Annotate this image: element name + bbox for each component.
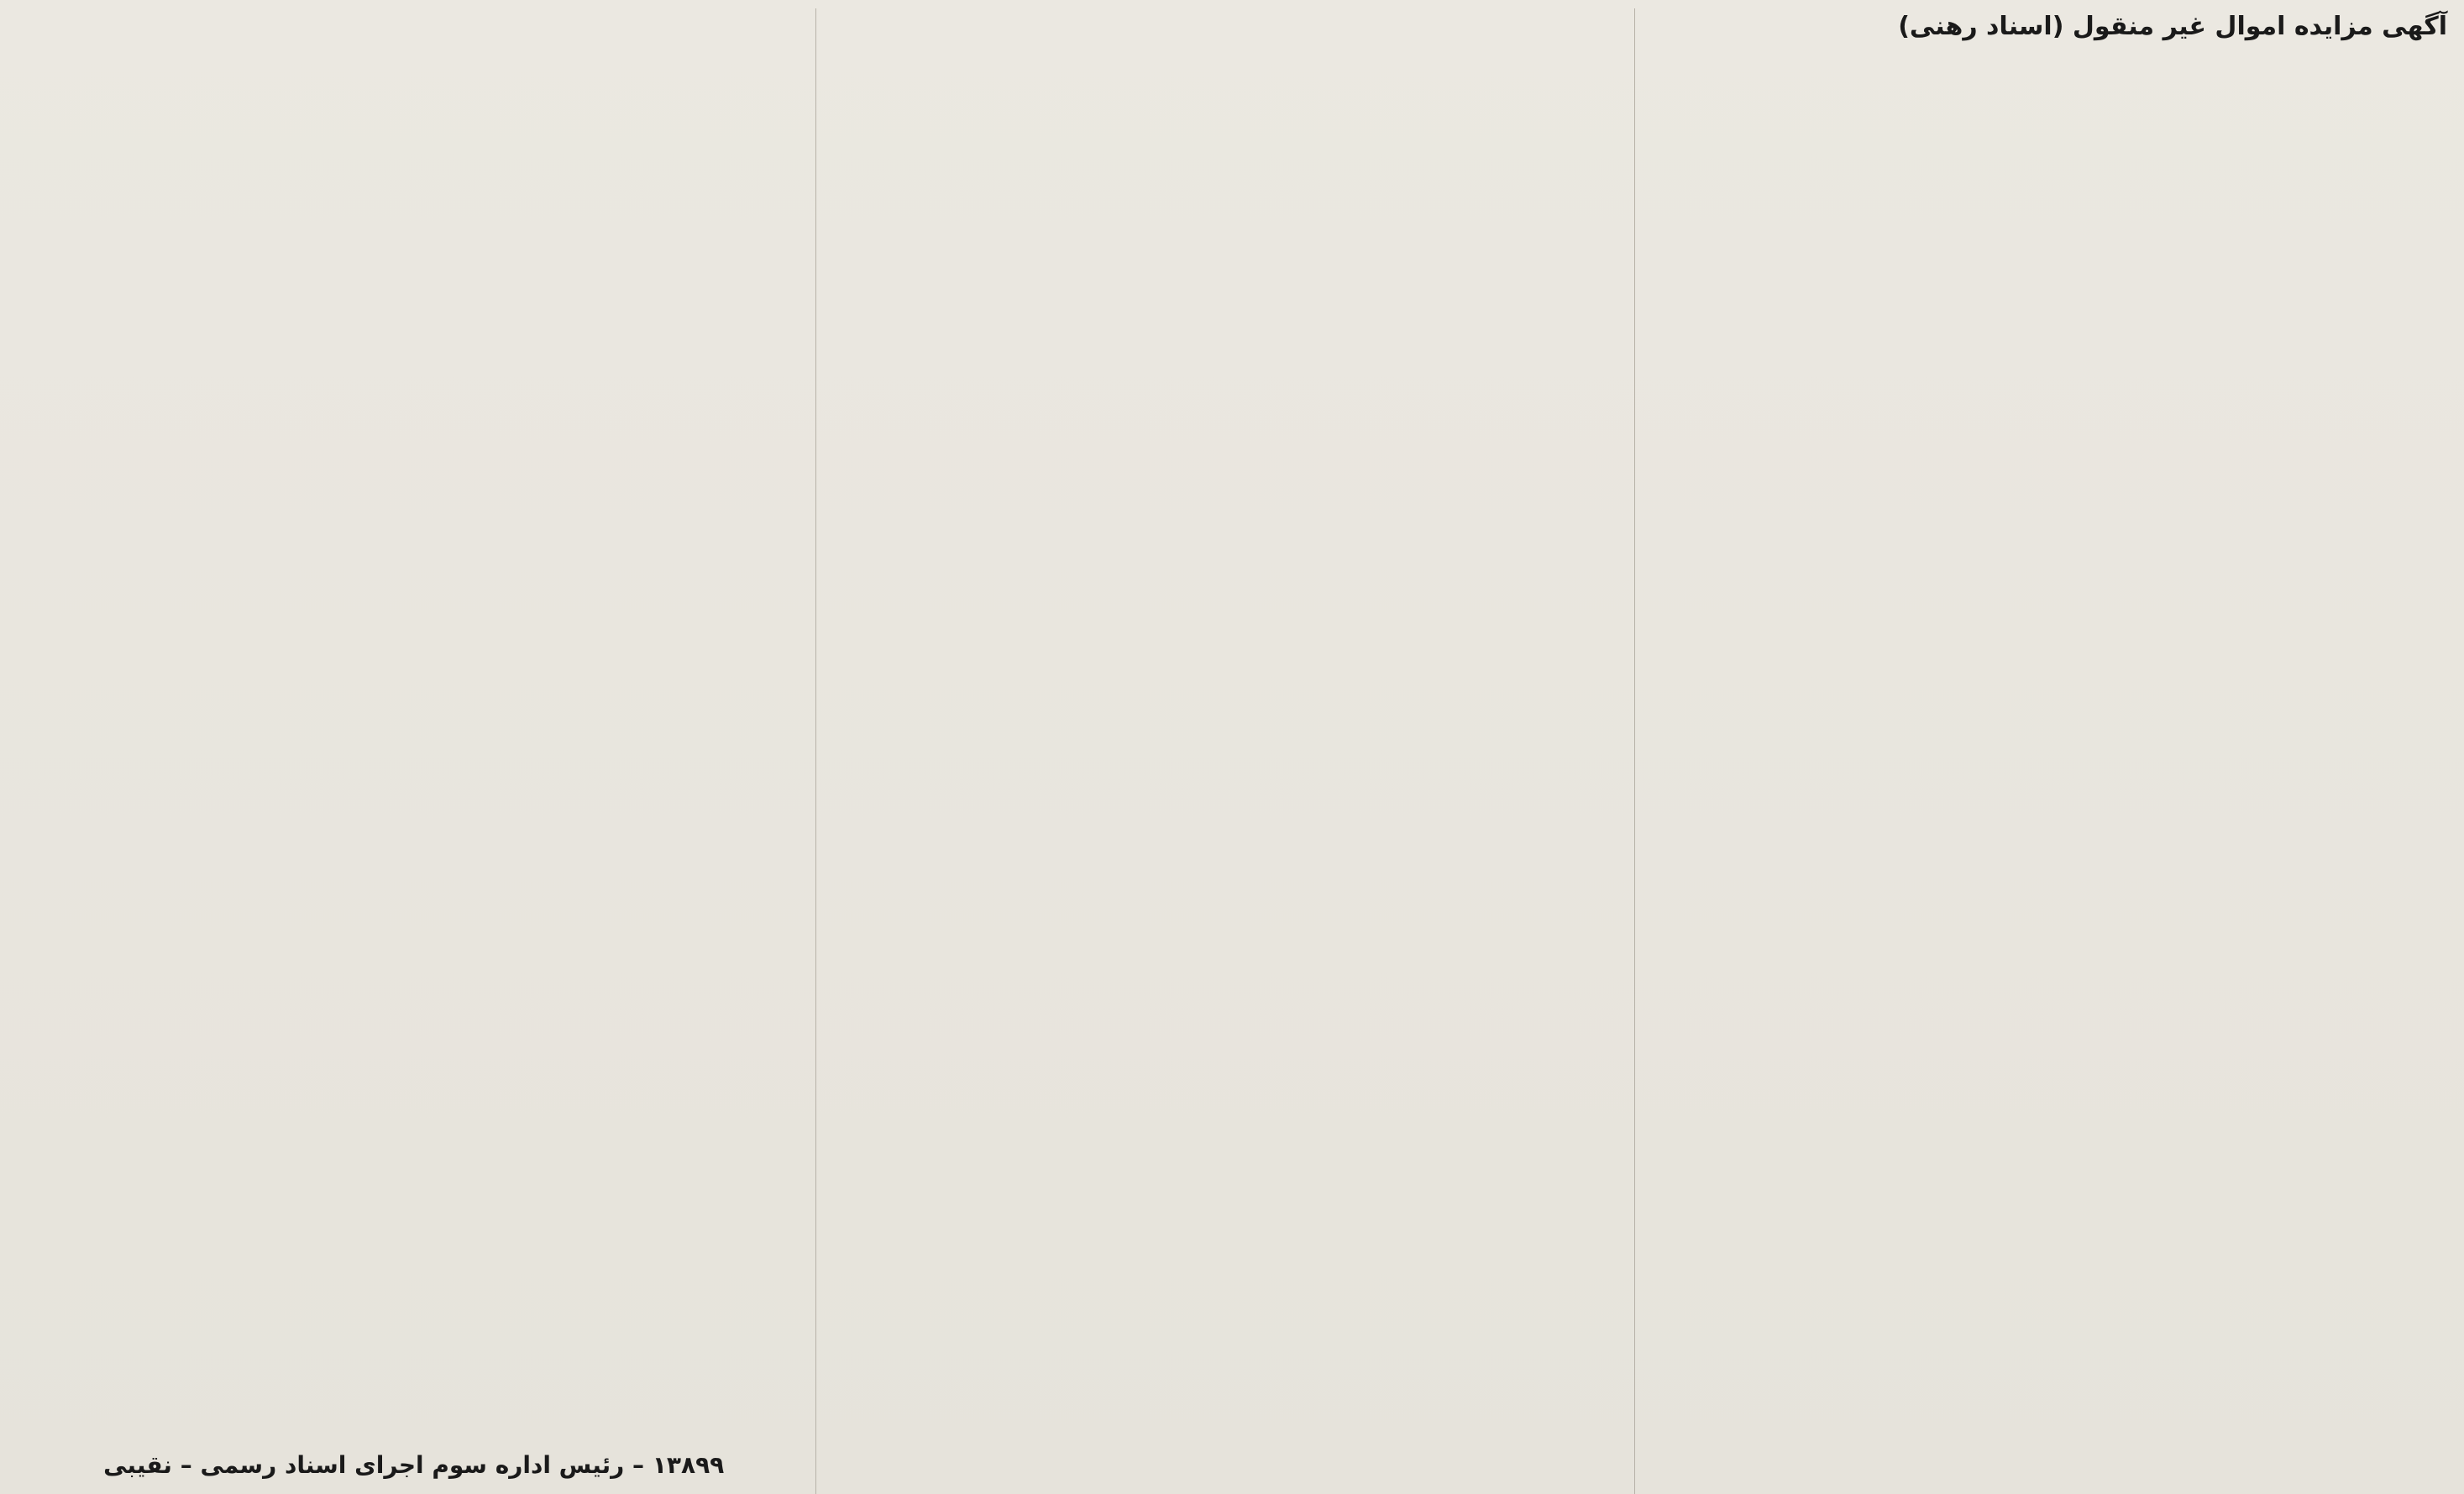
notice-column-middle: [830, 8, 1634, 1494]
notice-column-right: [1649, 8, 2452, 1494]
notice-title: آگهی مزایده اموال غیر منقول (اسناد رهنی): [1898, 12, 2447, 41]
notice-signature: ۱۳۸۹۹ – رئیس اداره سوم اجرای اسناد رسمی – نقیبی: [103, 1451, 725, 1479]
notice-column-left: [12, 8, 816, 1494]
